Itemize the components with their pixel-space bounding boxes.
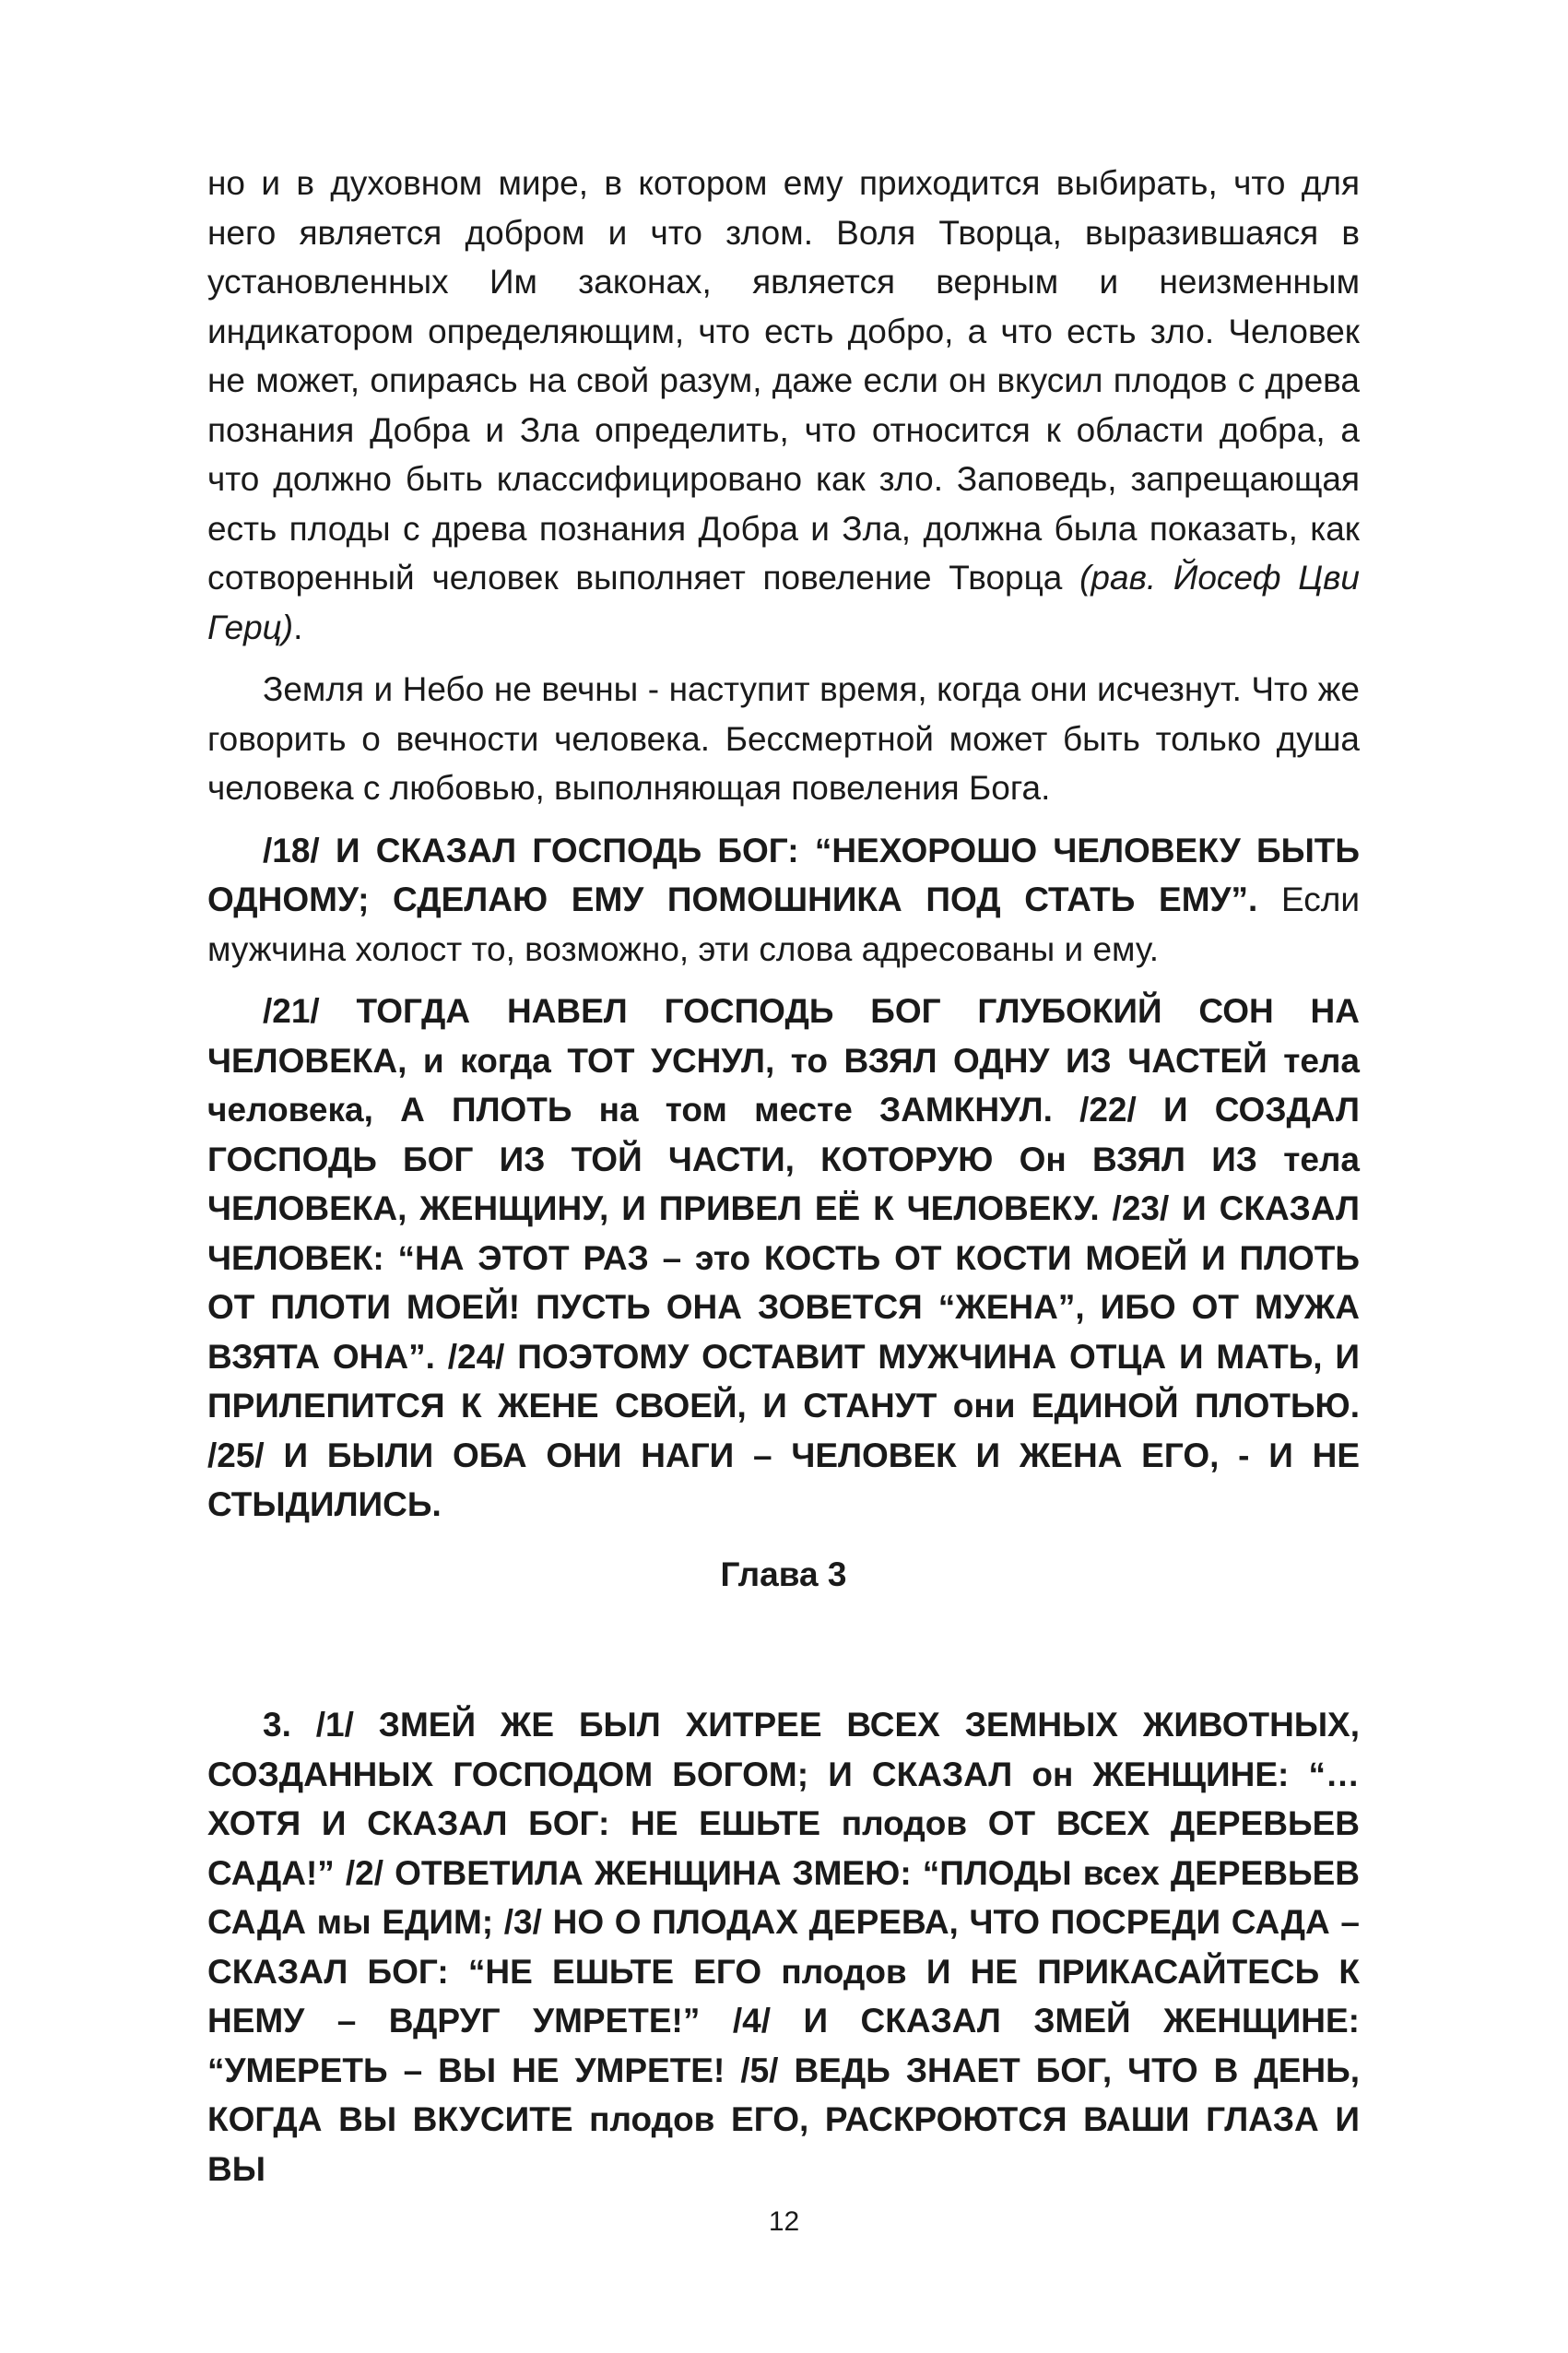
commentary-end: . <box>293 608 303 646</box>
paragraph-verse-18 <box>207 826 1360 975</box>
paragraph-commentary-1 <box>207 159 1360 652</box>
page-content <box>207 159 1360 2193</box>
commentary-text: но и в духовном мире, в котором ему приходится выбирать, что для него является добром и что злом. Воля Творца, выразившаяся в установленных Им законах, является верным и неизменным индикатором определяющим, что есть добро, а что есть зло. Человек не может, опираясь на свой разум, даже если он вкусил плодов с древа познания Добра и Зла определить, что относится к области добра, а что должно быть классифицировано как зло. Заповедь, запрещающая есть плоды с древа познания Добра и Зла, должна была показать, как сотворенный человек выполняет повеление Творца <box>207 164 1360 597</box>
verse-text: /18/ И СКАЗАЛ ГОСПОДЬ БОГ: “НЕХОРОШО ЧЕЛОВЕКУ БЫТЬ ОДНОМУ; СДЕЛАЮ ЕМУ ПОМОШНИКА ПОД СТАТЬ ЕМУ”. <box>207 831 1360 918</box>
paragraph-verses-21-25: /21/ ТОГДА НАВЕЛ ГОСПОДЬ БОГ ГЛУБОКИЙ СОН НА ЧЕЛОВЕКА, и когда ТОТ УСНУЛ, то ВЗЯЛ ОДНУ ИЗ ЧАСТЕЙ тела человека, А ПЛОТЬ на том месте ЗАМКНУЛ. /22/ И СОЗДАЛ ГОСПОДЬ БОГ ИЗ ТОЙ ЧАСТИ, КОТОРУЮ Он ВЗЯЛ ИЗ тела ЧЕЛОВЕКА, ЖЕНЩИНУ, И ПРИВЕЛ ЕЁ К ЧЕЛОВЕКУ. /23/ И СКАЗАЛ ЧЕЛОВЕК: “НА ЭТОТ РАЗ – это КОСТЬ ОТ КОСТИ МОЕЙ И ПЛОТЬ ОТ ПЛОТИ МОЕЙ! ПУСТЬ ОНА ЗОВЕТСЯ “ЖЕНА”, ИБО ОТ МУЖА ВЗЯТА ОНА”. /24/ ПОЭТОМУ ОСТАВИТ МУЖЧИНА ОТЦА И МАТЬ, И ПРИЛЕПИТСЯ К ЖЕНЕ СВОЕЙ, И СТАНУТ они ЕДИНОЙ ПЛОТЬЮ. /25/ И БЫЛИ ОБА ОНИ НАГИ – ЧЕЛОВЕК И ЖЕНА ЕГО, - И НЕ СТЫДИЛИСЬ. <box>207 992 1360 1523</box>
chapter-title: Глава 3 <box>720 1555 847 1593</box>
page-number: 12 <box>768 2206 800 2237</box>
paragraph-chapter-3-verses: 3. /1/ ЗМЕЙ ЖЕ БЫЛ ХИТРЕЕ ВСЕХ ЗЕМНЫХ ЖИВОТНЫХ, СОЗДАННЫХ ГОСПОДОМ БОГОМ; И СКАЗАЛ он ЖЕНЩИНЕ: “…ХОТЯ И СКАЗАЛ БОГ: НЕ ЕШЬТЕ плодов ОТ ВСЕХ ДЕРЕВЬЕВ САДА!” /2/ ОТВЕТИЛА ЖЕНЩИНА ЗМЕЮ: “ПЛОДЫ всех ДЕРЕВЬЕВ САДА мы ЕДИМ; /3/ НО О ПЛОДАХ ДЕРЕВА, ЧТО ПОСРЕДИ САДА – СКАЗАЛ БОГ: “НЕ ЕШЬТЕ ЕГО плодов И НЕ ПРИКАСАЙТЕСЬ К НЕМУ – ВДРУГ УМРЕТЕ!” /4/ И СКАЗАЛ ЗМЕЙ ЖЕНЩИНЕ: “УМЕРЕТЬ – ВЫ НЕ УМРЕТЕ! /5/ ВЕДЬ ЗНАЕТ БОГ, ЧТО В ДЕНЬ, КОГДА ВЫ ВКУСИТЕ плодов ЕГО, РАСКРОЮТСЯ ВАШИ ГЛАЗА И ВЫ <box>207 1706 1360 2188</box>
paragraph-commentary-2: Земля и Небо не вечны - наступит время, когда они исчезнут. Что же говорить о вечности человека. Бессмертной может быть только душа человека с любовью, выполняющая повеления Бога. <box>207 670 1360 807</box>
commentary-text: Если мужчина холост то, возможно, эти слова адресованы и ему. <box>207 881 1360 968</box>
citation: (рав. Йосеф Цви Герц) <box>207 559 1360 646</box>
